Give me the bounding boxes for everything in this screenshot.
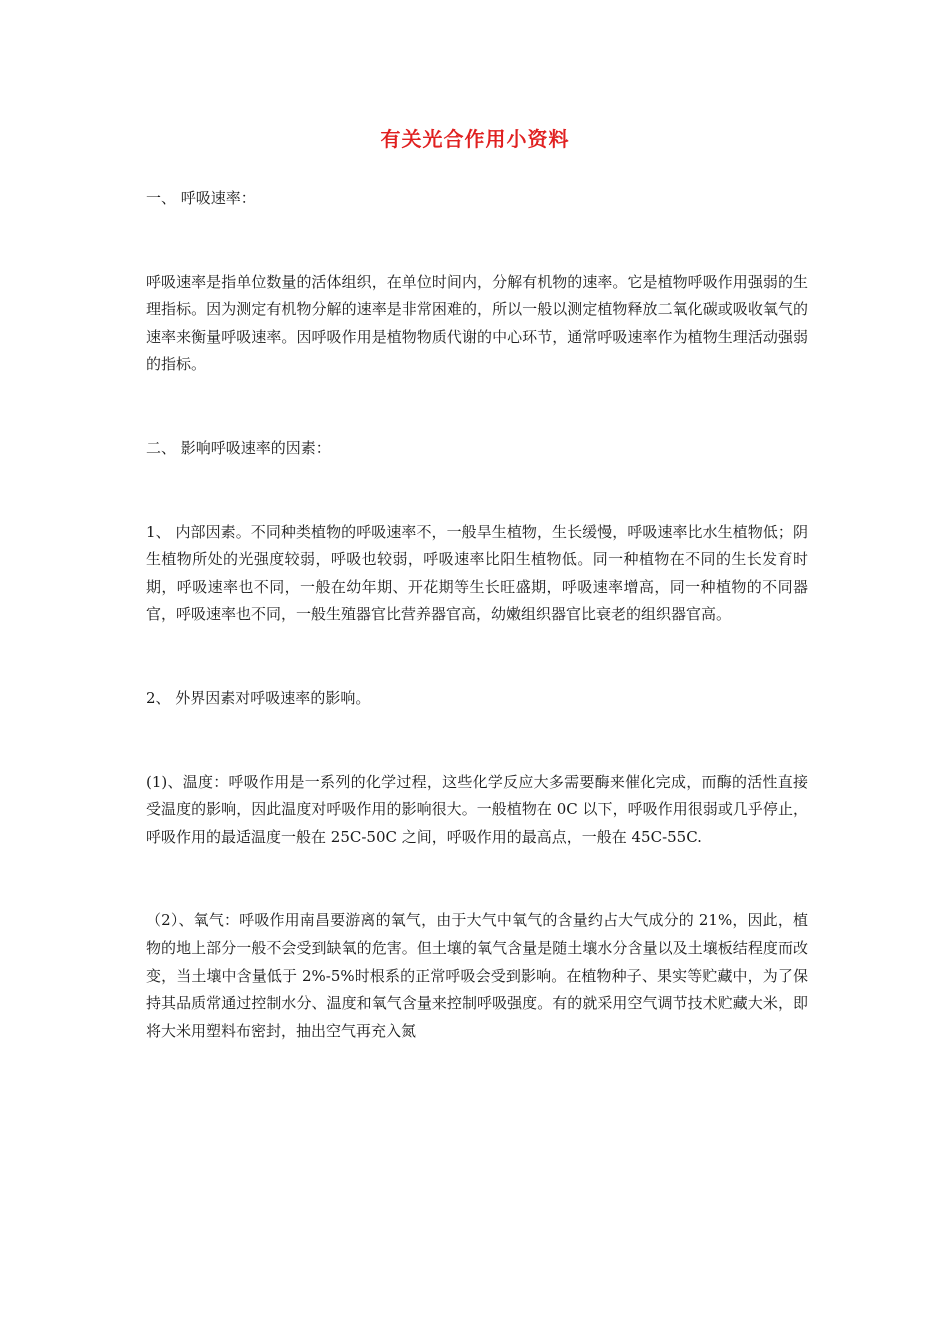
document-body [146,185,808,1045]
document-title: 有关光合作用小资料 [380,127,570,151]
paragraph-oxygen: （2）、氧气：呼吸作用南昌要游离的氧气，由于大气中氧气的含量约占大气成分的 21%，因此，植物的地上部分一般不会受到缺氧的危害。但土壤的氧气含量是随土壤水分含量以及土壤板结程度而改变，当土壤中含量低于 2%-5%时根系的正常呼吸会受到影响。在植物种子、果实等贮藏中，为了保持其品质常通过控制水分、温度和氧气含量来控制呼吸强度。有的就采用空气调节技术贮藏大米，即将大米用塑料布密封，抽出空气再充入氮 [146,911,808,1040]
paragraph-internal-factors: 1、 内部因素。不同种类植物的呼吸速率不，一般旱生植物，生长缓慢，呼吸速率比水生植物低；阴生植物所处的光强度较弱，呼吸也较弱，呼吸速率比阳生植物低。同一种植物在不同的生长发育时期，呼吸速率也不同，一般在幼年期、开花期等生长旺盛期，呼吸速率增高，同一种植物的不同器官，呼吸速率也不同，一般生殖器官比营养器官高，幼嫩组织器官比衰老的组织器官高。 [146,522,808,624]
paragraph-external-factors-heading: 2、 外界因素对呼吸速率的影响。 [146,688,371,707]
paragraph-temperature: (1)、温度：呼吸作用是一系列的化学过程，这些化学反应大多需要酶来催化完成，而酶的活性直接受温度的影响，因此温度对呼吸作用的影响很大。一般植物在 0C 以下，呼吸作用很弱或几乎停止，呼吸作用的最适温度一般在 25C-50C 之间，呼吸作用的最高点，一般在 45C-55C. [146,772,808,846]
paragraph-respiration-rate-definition: 呼吸速率是指单位数量的活体组织，在单位时间内，分解有机物的速率。它是植物呼吸作用强弱的生理指标。因为测定有机物分解的速率是非常困难的，所以一般以测定植物释放二氧化碳或吸收氧气的速率来衡量呼吸速率。因呼吸作用是植物物质代谢的中心环节，通常呼吸速率作为植物生理活动强弱的指标。 [146,272,808,374]
section-heading-influencing-factors: 二、 影响呼吸速率的因素： [146,438,331,457]
section-heading-respiration-rate: 一、 呼吸速率： [146,189,256,207]
